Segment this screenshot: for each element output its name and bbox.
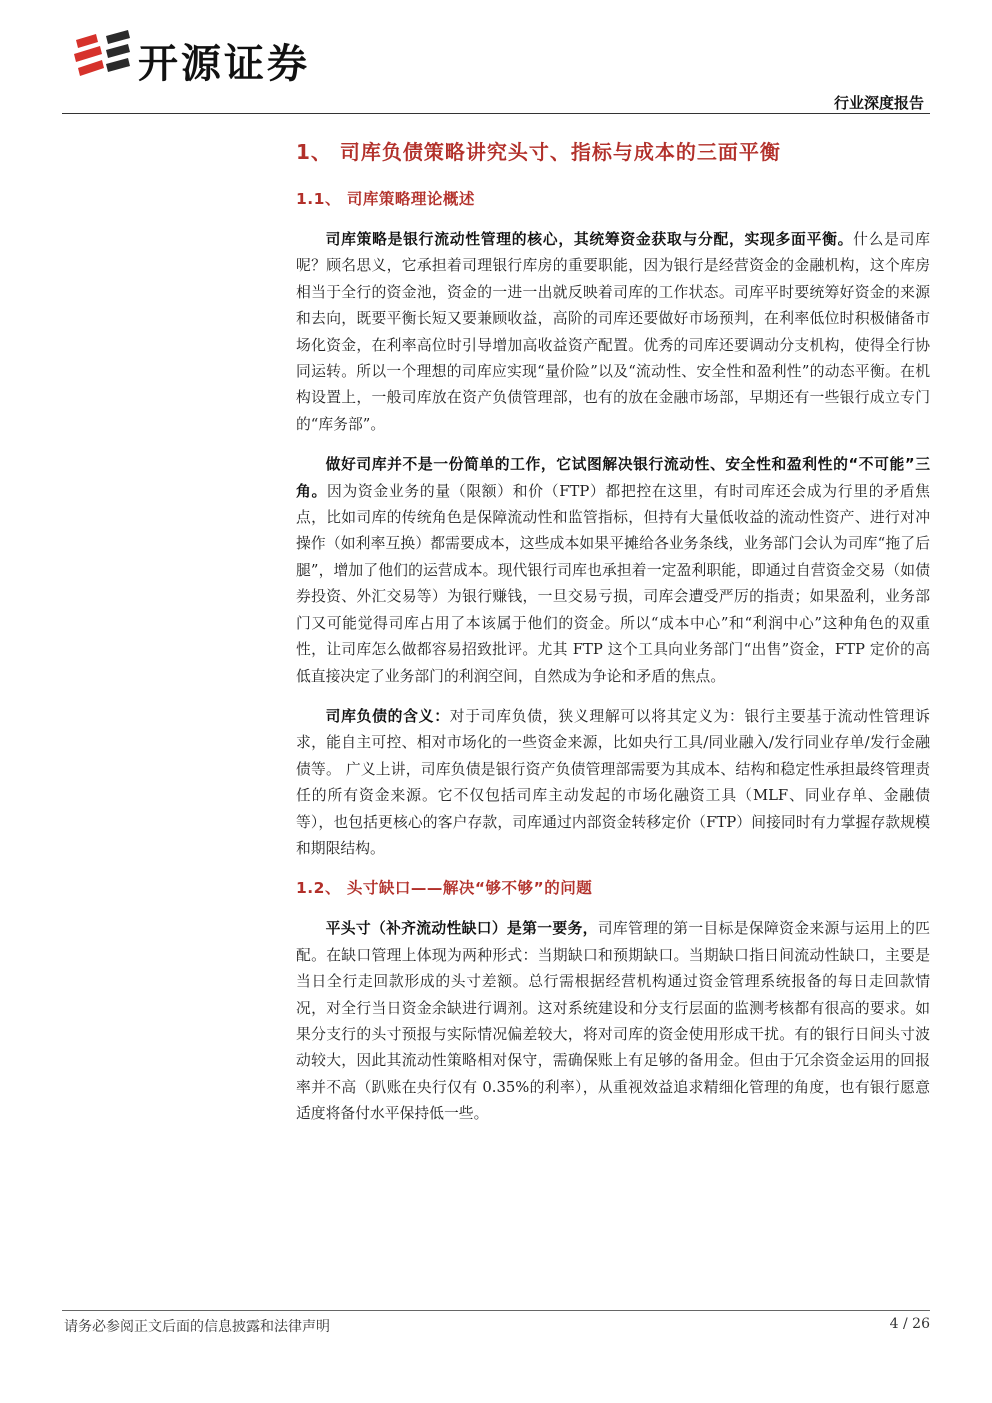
kaiyuan-logo-mark-icon <box>72 30 132 86</box>
paragraph-2-lead: 做好司库并不是一份简单的工作，它试图解决银行流动性、安全性和盈利性的“不可能”三角。 <box>296 456 930 500</box>
section-1-heading: 1、 司库负债策略讲究头寸、指标与成本的三面平衡 <box>296 140 781 164</box>
footer-divider <box>62 1310 930 1311</box>
paragraph-4 <box>296 916 930 1127</box>
section-1-1-heading: 1.1、 司库策略理论概述 <box>296 190 475 208</box>
paragraph-2 <box>296 452 930 690</box>
paragraph-1-body: 什么是司库呢？顾名思义，它承担着司理银行库房的重要职能，因为银行是经营资金的金融机构，这个库房相当于全行的资金池，资金的一进一出就反映着司库的工作状态。司库平时要统筹好资金的来源和去向，既要平衡长短又要兼顾收益，高阶的司库还要做好市场预判，在利率低位时积极储备市场化资金，在利率高位时引导增加高收益资产配置。优秀的司库还要调动分支机构，使得全行协同运转。所以一个理想的司库应实现“量价险”以及“流动性、安全性和盈利性”的动态平衡。在机构设置上，一般司库放在资产负债管理部，也有的放在金融市场部，早期还有一些银行成立专门的“库务部”。 <box>296 231 930 433</box>
paragraph-4-lead: 平头寸（补齐流动性缺口）是第一要务， <box>325 920 598 938</box>
document-type-label: 行业深度报告 <box>833 94 924 112</box>
main-content <box>296 128 930 1142</box>
section-1-2-heading: 1.2、 头寸缺口——解决“够不够”的问题 <box>296 879 593 898</box>
paragraph-4-body: 司库管理的第一目标是保障资金来源与运用上的匹配。在缺口管理上体现为两种形式：当期缺口和预期缺口。当期缺口指日间流动性缺口，主要是当日全行走回款形成的头寸差额。总行需根据经营机构通过资金管理系统报备的每日走回款情况，对全行当日资金余缺进行调剂。这对系统建设和分支行层面的监测考核都有很高的要求。如果分支行的头寸预报与实际情况偏差较大，将对司库的资金使用形成干扰。有的银行日间头寸波动较大，因此其流动性策略相对保守，需确保账上有足够的备用金。但由于冗余资金运用的回报率并不高（趴账在央行仅有 0.35%的利率），从重视效益追求精细化管理的角度，也有银行愿意适度将备付水平保持低一些。 <box>296 920 930 1123</box>
paragraph-3-body: 对于司库负债，狭义理解可以将其定义为：银行主要基于流动性管理诉求，能自主可控、相对市场化的一些资金来源，比如央行工具/同业融入/发行同业存单/发行金融债等。 广义上讲，司库负债是银行资产负债管理部需要为其成本、结构和稳定性承担最终管理责任的所有资金来源。它不仅包括司库主动发起的市场化融资工具（MLF、同业存单、金融债等），也包括更核心的客户存款，司库通过内部资金转移定价（FTP）间接同时有力掌握存款规模和期限结构。 <box>296 707 930 857</box>
header-divider <box>62 113 930 114</box>
paragraph-1-lead: 司库策略是银行流动性管理的核心，其统筹资金获取与分配，实现多面平衡。 <box>325 231 854 248</box>
paragraph-2-body: 因为资金业务的量（限额）和价（FTP）都把控在这里，有时司库还会成为行里的矛盾焦点，比如司库的传统角色是保障流动性和监管指标，但持有大量低收益的流动性资产、进行对冲操作（如利率互换）都需要成本，这些成本如果平摊给各业务条线，业务部门会认为司库“拖了后腿”，增加了他们的运营成本。现代银行司库也承担着一定盈利职能，即通过自营资金交易（如债券投资、外汇交易等）为银行赚钱，一旦交易亏损，司库会遭受严厉的指责；如果盈利，业务部门又可能觉得司库占用了本该属于他们的资金。所以“成本中心”和“利润中心”这种角色的双重性，让司库怎么做都容易招致批评。尤其 FTP 这个工具向业务部门“出售”资金，FTP 定价的高低直接决定了业务部门的利润空间，自然成为争论和矛盾的焦点。 <box>296 482 930 685</box>
footer-disclaimer: 请务必参阅正文后面的信息披露和法律声明 <box>64 1319 330 1335</box>
page-number: 4 / 26 <box>889 1316 930 1332</box>
company-logo <box>72 28 372 88</box>
logo-text: 开源证券 <box>138 41 310 87</box>
paragraph-3-lead: 司库负债的含义： <box>325 707 450 725</box>
paragraph-1 <box>296 227 930 438</box>
paragraph-3 <box>296 704 930 862</box>
